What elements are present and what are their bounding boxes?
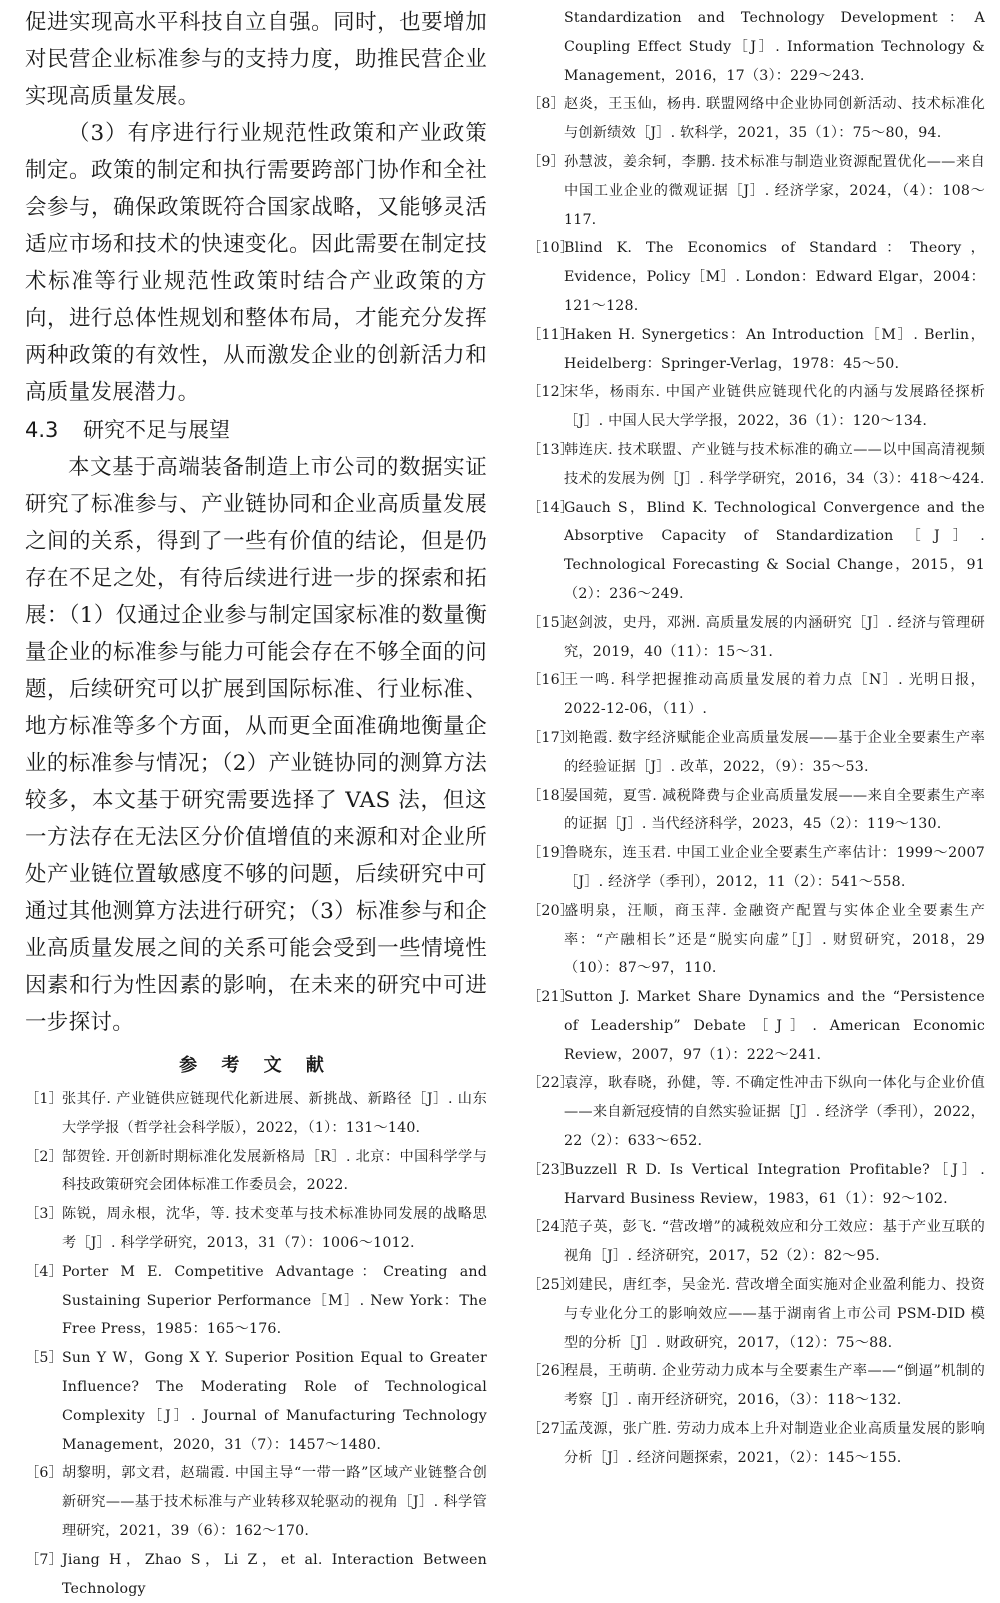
reference-item (527, 1357, 985, 1415)
reference-item (527, 1271, 985, 1357)
reference-text: 孟茂源，张广胜. 劳动力成本上升对制造业企业高质量发展的影响分析［J］. 经济问题探索，2021，（2）：145～155. (564, 1421, 985, 1466)
reference-number: ［14］ (527, 499, 575, 516)
reference-item (527, 436, 985, 494)
reference-text: Blind K. The Economics of Standard：Theory，Evidence，Policy［M］. London：Edward Elgar，2004：121～128. (564, 240, 985, 314)
reference-number: ［23］ (527, 1161, 575, 1178)
reference-number: ［4］ (25, 1263, 64, 1280)
reference-text: 鲁晓东，连玉君. 中国工业企业全要素生产率估计：1999～2007［J］. 经济学（季刊），2012，11（2）：541～558. (564, 845, 985, 890)
body-paragraph: 促进实现高水平科技自立自强。同时，也要增加对民营企业标准参与的支持力度，助推民营企业实现高质量发展。 (25, 10, 487, 109)
right-column (527, 4, 985, 1473)
reference-text: 程晨，王萌萌. 企业劳动力成本与全要素生产率——“倒逼”机制的考察［J］. 南开经济研究，2016，（3）：118～132. (564, 1363, 985, 1409)
reference-text: Buzzell R D. Is Vertical Integration Profitable?［J］. Harvard Business Review，1983，61（1）：92～102. (564, 1161, 985, 1207)
reference-text: Gauch S，Blind K. Technological Convergence and the Absorptive Capacity of Standardization［J］. Technological Forecasting & Social Change，2015，91（2）：236～249. (564, 499, 985, 602)
reference-text: 孙慧波，姜余轲，李鹏. 技术标准与制造业资源配置优化——来自中国工业企业的微观证据［J］. 经济学家，2024，（4）：108～117. (564, 153, 985, 228)
reference-number: ［10］ (527, 240, 575, 257)
reference-text: 郜贺铨. 开创新时期标准化发展新格局［R］. 北京：中国科学学与科技政策研究会团体标准工作委员会，2022. (62, 1148, 487, 1194)
reference-number: ［2］ (25, 1148, 64, 1165)
reference-item (527, 321, 985, 379)
reference-item (25, 1459, 487, 1545)
reference-continuation: Standardization and Technology Development：A Coupling Effect Study［J］. Information Technology & Management，2016，17（3）：229～243. (564, 10, 985, 84)
reference-text: 赵炎，王玉仙，杨冉. 联盟网络中企业协同创新活动、技术标准化与创新绩效［J］. 软科学，2021，35（1）：75～80，94. (564, 96, 985, 142)
reference-item (527, 1156, 985, 1214)
reference-text: 宋华，杨雨东. 中国产业链供应链现代化的内涵与发展路径探析［J］. 中国人民大学学报，2022，36（1）：120～134. (564, 384, 985, 430)
reference-item (527, 983, 985, 1069)
reference-number: ［15］ (527, 614, 575, 631)
reference-item (527, 897, 985, 983)
reference-number: ［11］ (527, 326, 575, 343)
reference-number: ［18］ (527, 787, 575, 804)
reference-number: ［9］ (527, 153, 566, 170)
reference-text: 胡黎明，郭文君，赵瑞霞. 中国主导“一带一路”区域产业链整合创新研究——基于技术标准与产业转移双轮驱动的视角［J］. 科学管理研究，2021，39（6）：162～170. (62, 1465, 487, 1539)
section-number: 4.3 (25, 418, 59, 442)
reference-text: 范子英，彭飞. “营改增”的减税效应和分工效应：基于产业互联的视角［J］. 经济研究，2017，52（2）：82～95. (564, 1219, 985, 1265)
reference-item (527, 839, 985, 897)
reference-number: ［7］ (25, 1551, 64, 1568)
reference-text: 张其仔. 产业链供应链现代化新进展、新挑战、新路径［J］. 山东大学学报（哲学社会科学版），2022，（1）：131～140. (62, 1091, 487, 1136)
reference-number: ［6］ (25, 1465, 64, 1482)
reference-number: ［19］ (527, 845, 575, 862)
reference-text: 王一鸣. 科学把握推动高质量发展的着力点［N］. 光明日报，2022-12-06，（11）. (564, 672, 985, 718)
reference-text: 刘建民，唐红李，吴金光. 营改增全面实施对企业盈利能力、投资与专业化分工的影响效应——基于湖南省上市公司 PSM-DID 模型的分析［J］. 财政研究，2017，（12）：75～88. (564, 1277, 985, 1351)
reference-item (527, 1213, 985, 1271)
reference-text: 晏国菀，夏雪. 减税降费与企业高质量发展——来自全要素生产率的证据［J］. 当代经济科学，2023，45（2）：119～130. (564, 787, 985, 833)
reference-text: 韩连庆. 技术联盟、产业链与技术标准的确立——以中国高清视频技术的发展为例［J］. 科学学研究，2016，34（3）：418～424. (564, 441, 985, 487)
reference-item (25, 1546, 487, 1603)
reference-item (527, 609, 985, 667)
reference-text: 陈锐，周永根，沈华，等. 技术变革与技术标准协同发展的战略思考［J］. 科学学研究，2013，31（7）：1006～1012. (62, 1206, 487, 1251)
reference-number: ［16］ (527, 672, 575, 689)
references-title: 参 考 文 献 (179, 1055, 333, 1076)
reference-number: ［8］ (527, 96, 566, 113)
reference-number: ［13］ (527, 441, 575, 458)
reference-number: ［20］ (527, 902, 575, 919)
reference-item (25, 1200, 487, 1258)
reference-number: ［25］ (527, 1277, 575, 1294)
reference-item (527, 234, 985, 320)
reference-number: ［24］ (527, 1219, 575, 1236)
reference-item (527, 666, 985, 724)
left-column (25, 4, 487, 1603)
reference-item (527, 1415, 985, 1473)
reference-number: ［17］ (527, 729, 575, 746)
reference-number: ［22］ (527, 1075, 575, 1092)
reference-item (527, 90, 985, 148)
reference-number: ［26］ (527, 1363, 575, 1380)
reference-text: 赵剑波，史丹，邓洲. 高质量发展的内涵研究［J］. 经济与管理研究，2019，40（11）：15～31. (564, 614, 985, 660)
reference-number: ［27］ (527, 1421, 575, 1438)
reference-text: Sun Y W，Gong X Y. Superior Position Equal to Greater Influence? The Moderating Role of Technological Complexity［J］. Journal of Manufacturing Technology Management，2020，31（7）：1457～1480. (62, 1350, 487, 1453)
reference-item (25, 1344, 487, 1459)
reference-number: ［21］ (527, 989, 575, 1006)
reference-text: 袁淳，耿春晓，孙健，等. 不确定性冲击下纵向一体化与企业价值——来自新冠疫情的自然实验证据［J］. 经济学（季刊），2022，22（2）：633～652. (564, 1075, 985, 1150)
reference-text: 刘艳霞. 数字经济赋能企业高质量发展——基于企业全要素生产率的经验证据［J］. 改革，2022，（9）：35～53. (564, 729, 985, 775)
reference-text: Sutton J. Market Share Dynamics and the “Persistence of Leadership” Debate［J］. American Economic Review，2007，97（1）：222～241. (564, 989, 985, 1063)
body-paragraph: （3）有序进行行业规范性政策和产业政策制定。政策的制定和执行需要跨部门协作和全社会参与，确保政策既符合国家战略，又能够灵活适应市场和技术的快速变化。因此需要在制定技术标准等行业规范性政策时结合产业政策的方向，进行总体性规划和整体布局，才能充分发挥两种政策的有效性，从而激发企业的创新活力和高质量发展潜力。 (25, 121, 487, 405)
reference-item (527, 724, 985, 782)
reference-number: ［5］ (25, 1350, 64, 1367)
reference-text: Haken H. Synergetics：An Introduction［M］. Berlin，Heidelberg：Springer-Verlag，1978：45～50. (564, 326, 985, 372)
reference-item (527, 148, 985, 234)
reference-text: Porter M E. Competitive Advantage：Creating and Sustaining Superior Performance［M］. New York：The Free Press，1985：165～176. (62, 1263, 487, 1338)
reference-text: Jiang H，Zhao S，Li Z，et al. Interaction Between Technology (62, 1551, 487, 1597)
reference-item (527, 378, 985, 436)
reference-number: ［12］ (527, 384, 575, 401)
section-title: 研究不足与展望 (83, 418, 230, 442)
reference-number: ［3］ (25, 1206, 64, 1223)
reference-list (527, 90, 985, 1472)
reference-text: 盛明泉，汪顺，商玉萍. 金融资产配置与实体企业全要素生产率：“产融相长”还是“脱实向虚”［J］. 财贸研究，2018，29（10）：87～97，110. (564, 902, 985, 977)
reference-item (527, 782, 985, 840)
reference-number: ［1］ (25, 1091, 64, 1107)
body-paragraph: 本文基于高端装备制造上市公司的数据实证研究了标准参与、产业链协同和企业高质量发展之间的关系，得到了一些有价值的结论，但是仍存在不足之处，有待后续进行进一步的探索和拓展：（1）仅通过企业参与制定国家标准的数量衡量企业的标准参与能力可能会存在不够全面的问题，后续研究可以扩展到国际标准、行业标准、地方标准等多个方面，从而更全面准确地衡量企业的标准参与情况；（2）产业链协同的测算方法较多，本文基于研究需要选择了 VAS 法，但这一方法存在无法区分价值增值的来源和对企业所处产业链位置敏感度不够的问题，后续研究中可通过其他测算方法进行研究；（3）标准参与和企业高质量发展之间的关系可能会受到一些情境性因素和行为性因素的影响，在未来的研究中可进一步探讨。 (25, 455, 487, 1035)
section-heading (25, 413, 487, 447)
reference-item (527, 494, 985, 609)
reference-list (25, 1085, 487, 1603)
reference-item (25, 1143, 487, 1201)
reference-item (25, 1258, 487, 1344)
reference-item (527, 1069, 985, 1155)
reference-item (25, 1085, 487, 1143)
